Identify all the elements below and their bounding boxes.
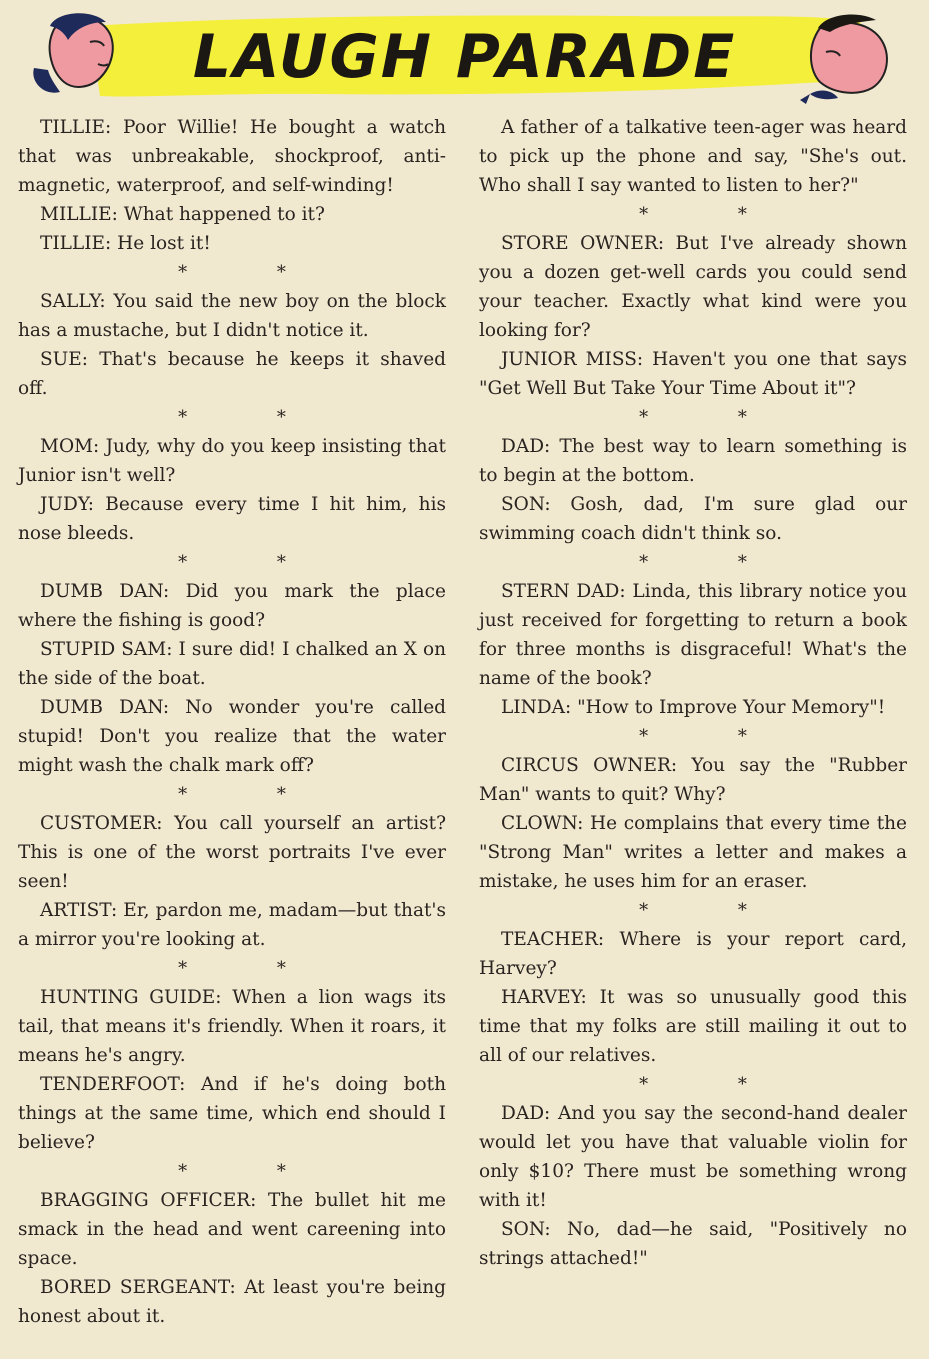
joke-line: STORE OWNER: But I've already shown you a dozen get-well cards you could send your teacher. Exactly what kind were you looking for?	[479, 233, 907, 341]
joke-separator: * *	[178, 784, 328, 805]
joke-line: BRAGGING OFFICER: The bullet hit me smack in the head and went careening into space.	[18, 1190, 446, 1269]
joke-separator: * *	[639, 407, 789, 428]
joke-line: STUPID SAM: I sure did! I chalked an X on the side of the boat.	[18, 639, 446, 689]
joke-separator: * *	[178, 1161, 328, 1182]
joke-line: CUSTOMER: You call yourself an artist? This is one of the worst portraits I've ever seen!	[18, 813, 446, 892]
joke-line: MOM: Judy, why do you keep insisting that Junior isn't well?	[18, 436, 446, 486]
joke-separator: * *	[178, 552, 328, 573]
joke-line: JUDY: Because every time I hit him, his nose bleeds.	[18, 494, 446, 544]
joke-line: TILLIE: Poor Willie! He bought a watch that was unbreakable, shockproof, anti-magnetic, waterproof, and self-winding!	[18, 117, 446, 196]
joke-line: BORED SERGEANT: At least you're being honest about it.	[18, 1277, 446, 1327]
joke-line: A father of a talkative teen-ager was heard to pick up the phone and say, "She's out. Who shall I say wanted to listen to her?"	[479, 117, 907, 196]
joke-line: ARTIST: Er, pardon me, madam—but that's a mirror you're looking at.	[18, 900, 446, 950]
joke-line: DAD: And you say the second-hand dealer would let you have that valuable violin for only $10? There must be something wrong with it!	[479, 1103, 907, 1211]
joke-line: DUMB DAN: Did you mark the place where the fishing is good?	[18, 581, 446, 631]
joke-line: SON: No, dad—he said, "Positively no strings attached!"	[479, 1219, 907, 1269]
joke-line: SON: Gosh, dad, I'm sure glad our swimming coach didn't think so.	[479, 494, 907, 544]
joke-line: LINDA: "How to Improve Your Memory"!	[501, 697, 886, 718]
joke-separator: * *	[639, 1074, 789, 1095]
joke-line: HUNTING GUIDE: When a lion wags its tail, that means it's friendly. When it roars, it means he's angry.	[18, 987, 446, 1066]
joke-separator: * *	[639, 204, 789, 225]
joke-separator: * *	[639, 726, 789, 747]
joke-line: SUE: That's because he keeps it shaved off.	[18, 349, 446, 399]
joke-line: TEACHER: Where is your report card, Harvey?	[479, 929, 907, 979]
joke-separator: * *	[639, 552, 789, 573]
joke-line: JUNIOR MISS: Haven't you one that says "Get Well But Take Your Time About it"?	[479, 349, 907, 399]
page-title: LAUGH PARADE	[192, 22, 737, 92]
joke-line: STERN DAD: Linda, this library notice you just received for forgetting to return a book for three months is disgraceful! What's the name of the book?	[479, 581, 907, 689]
joke-line: TENDERFOOT: And if he's doing both things at the same time, which end should I believe?	[18, 1074, 446, 1153]
joke-line: MILLIE: What happened to it?	[40, 204, 325, 225]
joke-line: SALLY: You said the new boy on the block has a mustache, but I didn't notice it.	[18, 291, 446, 341]
right-column	[479, 113, 907, 1273]
joke-line: HARVEY: It was so unusually good this time that my folks are still mailing it out to all of our relatives.	[479, 987, 907, 1066]
joke-separator: * *	[178, 407, 328, 428]
title-banner	[20, 8, 909, 106]
joke-separator: * *	[639, 900, 789, 921]
joke-line: DAD: The best way to learn something is to begin at the bottom.	[479, 436, 907, 486]
left-column	[18, 113, 446, 1331]
joke-separator: * *	[178, 958, 328, 979]
joke-separator: * *	[178, 262, 328, 283]
joke-line: CLOWN: He complains that every time the "Strong Man" writes a letter and makes a mistake, he uses him for an eraser.	[479, 813, 907, 892]
joke-line: TILLIE: He lost it!	[40, 233, 211, 254]
joke-line: DUMB DAN: No wonder you're called stupid! Don't you realize that the water might wash the chalk mark off?	[18, 697, 446, 776]
joke-line: CIRCUS OWNER: You say the "Rubber Man" wants to quit? Why?	[479, 755, 907, 805]
